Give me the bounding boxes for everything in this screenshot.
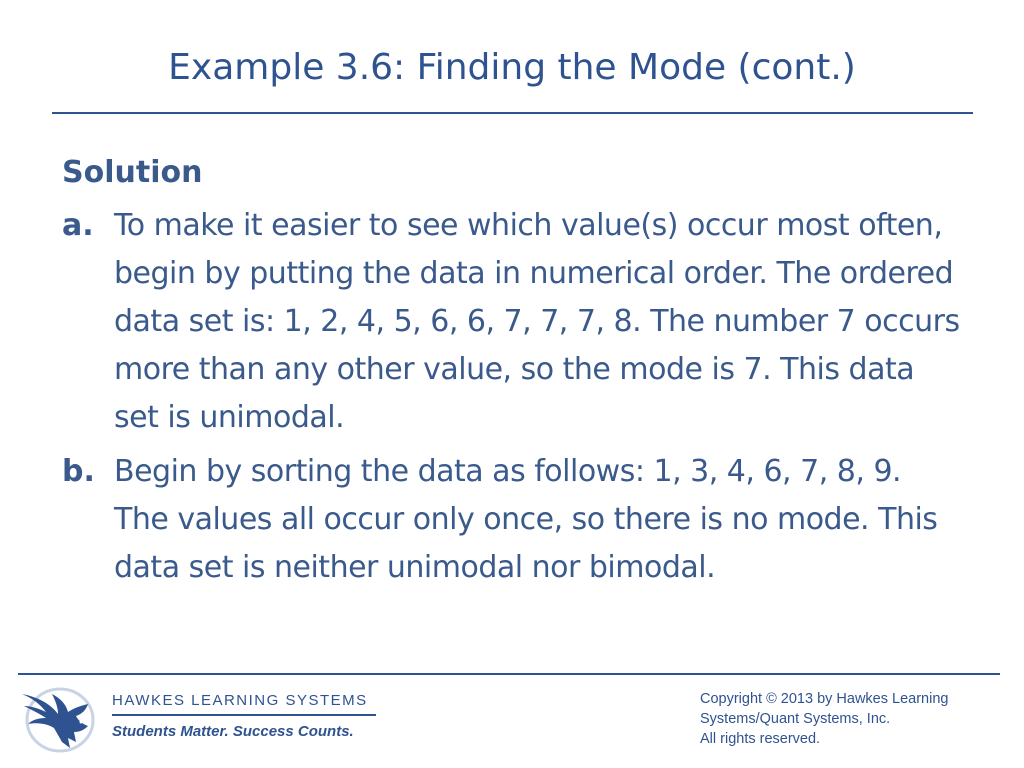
eagle-logo-icon [18, 682, 98, 754]
solution-heading: Solution [62, 155, 203, 190]
footer-divider [18, 673, 1000, 675]
item-letter: b. [62, 454, 95, 489]
solution-item-a [62, 202, 962, 442]
brand-name: HAWKES LEARNING SYSTEMS [112, 690, 376, 716]
item-text: To make it easier to see which value(s) occur most often, begin by putting the data in numerical order. The ordered data set is: 1, 2, 4, 5, 6, 6, 7, 7, 7, 8. The number 7 occurs more than any other value, so the mode is 7. This data set is unimodal. [114, 208, 960, 435]
copyright-line: All rights reserved. [700, 731, 821, 747]
slide-title: Example 3.6: Finding the Mode (cont.) [168, 47, 856, 88]
slide-body [62, 150, 962, 592]
copyright-notice [700, 689, 1010, 749]
title-divider [52, 112, 973, 114]
brand-block [112, 690, 376, 744]
solution-item-b [62, 448, 962, 592]
copyright-line: Copyright © 2013 by Hawkes Learning [700, 691, 949, 707]
brand-tagline: Students Matter. Success Counts. [112, 723, 354, 740]
copyright-line: Systems/Quant Systems, Inc. [700, 711, 891, 727]
item-text: Begin by sorting the data as follows: 1, 3, 4, 6, 7, 8, 9. The values all occur only once, so there is no mode. This data set is neither unimodal nor bimodal. [114, 454, 938, 585]
item-letter: a. [62, 208, 94, 243]
